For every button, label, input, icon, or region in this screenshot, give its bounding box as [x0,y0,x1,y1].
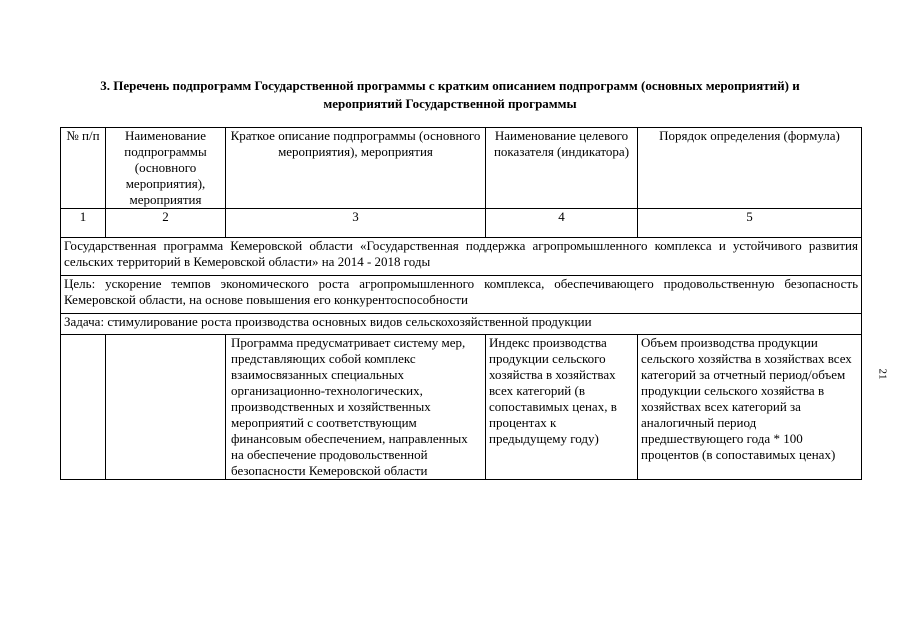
header-indicator-name: Наименование целевого показателя (индикатора) [486,128,638,209]
row-description-cell: Программа предусматривает систему мер, представляющих собой комплекс взаимосвязанных специальных организационно-технологических, производственных и хозяйственных мероприятий с соответствующим финансовым обеспечением, направленных на обеспечение продовольственной безопасности Кемеровской области [226,335,486,480]
task-row [61,314,862,335]
column-number: 1 [61,209,106,238]
header-row [61,128,862,209]
subprograms-table [60,127,862,480]
header-description: Краткое описание подпрограммы (основного мероприятия), мероприятия [226,128,486,209]
section-title: 3. Перечень подпрограмм Государственной программы с кратким описанием подпрограмм (основных мероприятий) и мероприятий Государственной программы [100,78,800,111]
row-formula-cell: Объем производства продукции сельского хозяйства в хозяйствах всех категорий за отчетный период/объем продукции сельского хозяйства в хозяйствах всех категорий за аналогичный период предшествующего года * 100 процентов (в сопоставимых ценах) [638,335,862,480]
column-number: 2 [106,209,226,238]
row-indicator-cell: Индекс производства продукции сельского хозяйства в хозяйствах всех категорий (в сопоставимых ценах, в процентах к предыдущему году) [486,335,638,480]
row-number-cell [61,335,106,480]
row-name-cell [106,335,226,480]
column-number: 4 [486,209,638,238]
column-number: 3 [226,209,486,238]
task-cell: Задача: стимулирование роста производства основных видов сельскохозяйственной продукции [61,314,862,335]
column-number: 5 [638,209,862,238]
goal-row [61,276,862,314]
header-formula: Порядок определения (формула) [638,128,862,209]
table-row [61,335,862,480]
header-subprogram-name: Наименование подпрограммы (основного мероприятия), мероприятия [106,128,226,209]
program-title-cell: Государственная программа Кемеровской области «Государственная поддержка агропромышленного комплекса и устойчивого развития сельских территорий в Кемеровской области» на 2014 - 2018 годы [61,238,862,276]
goal-cell: Цель: ускорение темпов экономического роста агропромышленного комплекса, обеспечивающего продовольственную безопасность Кемеровской области, на основе повышения его конкурентоспособности [61,276,862,314]
program-row [61,238,862,276]
page-number: 21 [876,368,889,380]
header-number: № п/п [61,128,106,209]
column-numbers-row [61,209,862,238]
